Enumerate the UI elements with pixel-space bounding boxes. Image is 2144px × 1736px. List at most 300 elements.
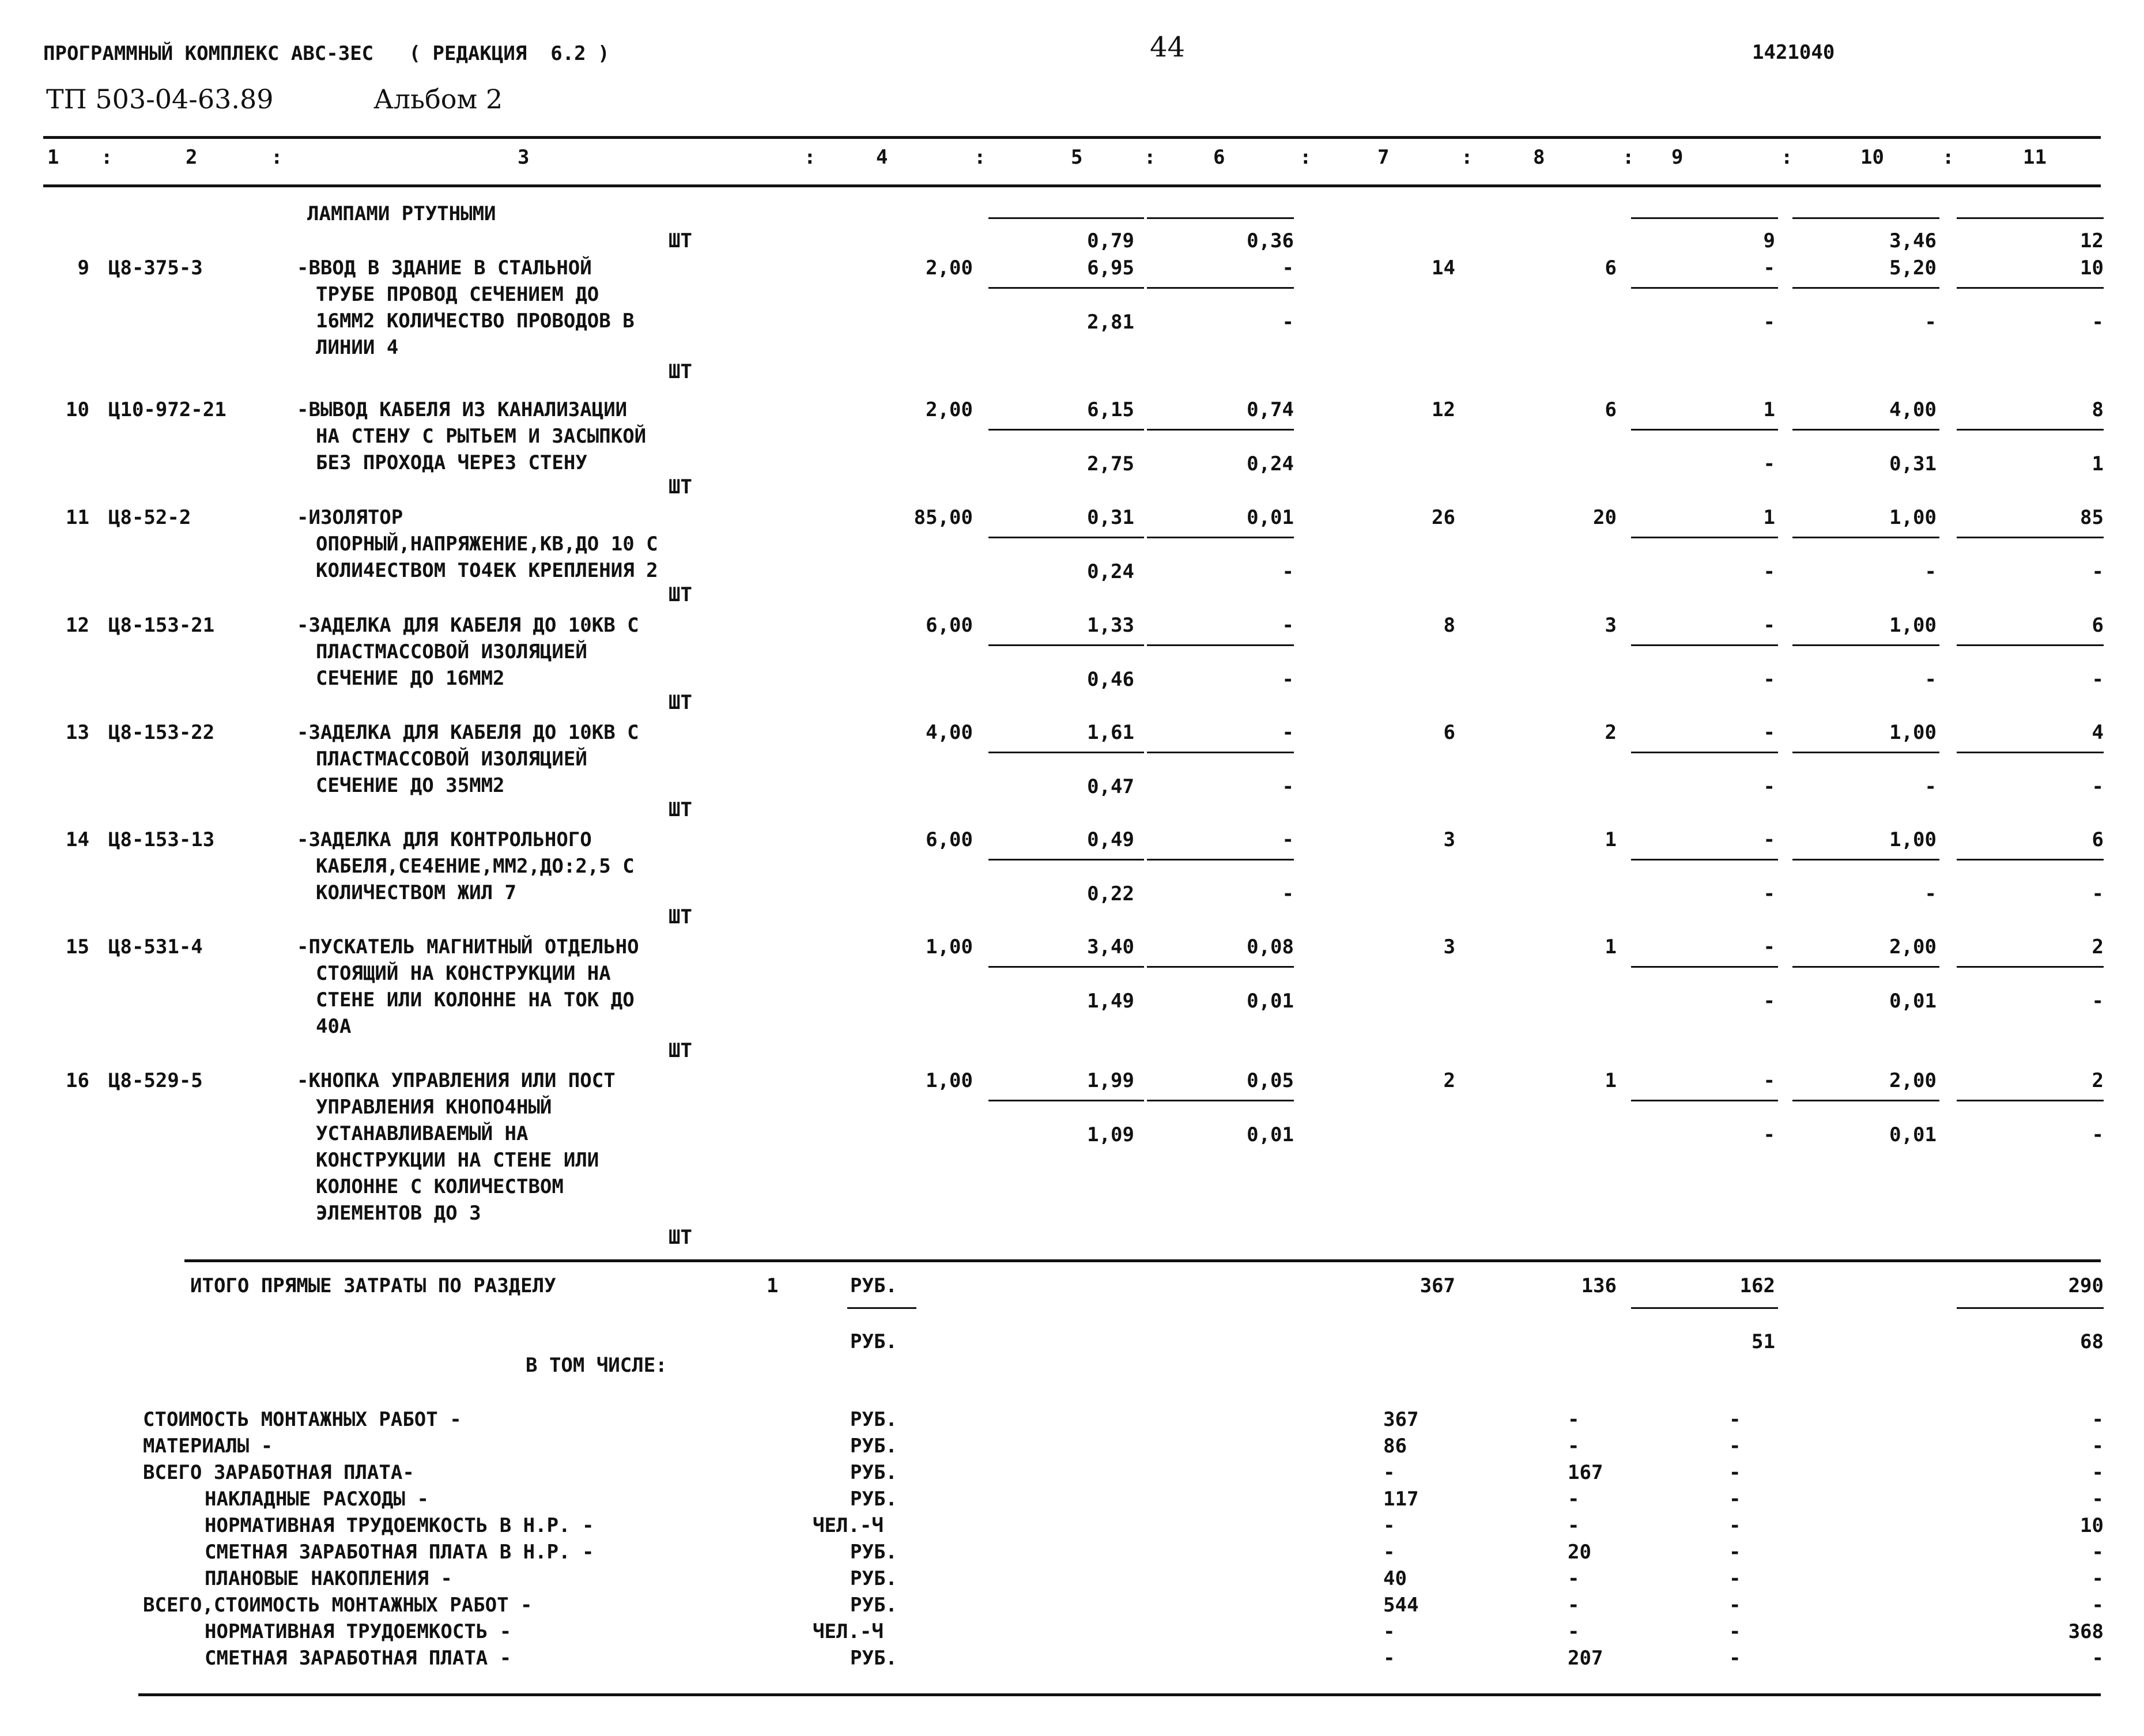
col11-value: - xyxy=(2092,560,2104,583)
summary-col11: - xyxy=(2092,1647,2104,1670)
summary-unit: РУБ. xyxy=(850,1408,897,1431)
col11-value: - xyxy=(2092,775,2104,798)
row-number: 14 xyxy=(66,828,89,851)
column-header-11: 11 xyxy=(2023,146,2047,169)
col6-value: - xyxy=(1282,775,1294,798)
item-name-line: ЛАМПАМИ РТУТНЫМИ xyxy=(307,202,496,225)
row-number: 13 xyxy=(66,721,89,744)
column-header-9: 9 xyxy=(1671,146,1684,169)
unit-label: ШТ xyxy=(669,1039,692,1062)
col9-value: 9 xyxy=(1763,229,1775,252)
including-label: В ТОМ ЧИСЛЕ: xyxy=(526,1354,667,1377)
summary-unit: ЧЕЛ.-Ч xyxy=(813,1620,884,1643)
fraction-rule xyxy=(988,644,1144,646)
unit-label: ШТ xyxy=(669,229,692,252)
item-name-line: -ВЫВОД КАБЕЛЯ ИЗ КАНАЛИЗАЦИИ xyxy=(297,398,628,421)
col11-value: 4 xyxy=(2092,721,2104,744)
col9-value: - xyxy=(1763,775,1775,798)
col7-value: 6 xyxy=(1443,721,1455,744)
summary-label: НАКЛАДНЫЕ РАСХОДЫ - xyxy=(205,1488,429,1511)
col10-value: - xyxy=(1924,882,1937,905)
page-number: 44 xyxy=(1150,31,1186,63)
item-name-line: ЛИНИИ 4 xyxy=(316,336,399,359)
fraction-rule xyxy=(988,1100,1144,1101)
col8-value: 6 xyxy=(1605,398,1617,421)
column-separator: : xyxy=(1461,146,1473,169)
col5-value: 1,99 xyxy=(1087,1069,1134,1092)
summary-label: МАТЕРИАЛЫ - xyxy=(143,1435,273,1458)
table-top-rule xyxy=(43,136,2101,139)
rate-code: Ц8-153-13 xyxy=(108,828,215,851)
unit-label: ШТ xyxy=(669,360,692,383)
col10-value: - xyxy=(1924,560,1937,583)
col9-value: - xyxy=(1763,668,1775,691)
col6-value: 0,36 xyxy=(1247,229,1294,252)
fraction-rule xyxy=(1792,644,1939,646)
fraction-rule xyxy=(1147,1100,1294,1101)
col10-value: 4,00 xyxy=(1889,398,1937,421)
col9-value: - xyxy=(1763,882,1775,905)
item-name-line: ОПОРНЫЙ,НАПРЯЖЕНИЕ,КВ,ДО 10 С xyxy=(316,533,658,556)
col9-value: - xyxy=(1763,452,1775,475)
summary-col11: - xyxy=(2092,1594,2104,1617)
col9-value: - xyxy=(1763,560,1775,583)
summary-label: СМЕТНАЯ ЗАРАБОТНАЯ ПЛАТА В Н.Р. - xyxy=(205,1541,594,1564)
col5-value: 6,15 xyxy=(1087,398,1134,421)
col10-value: 1,00 xyxy=(1889,721,1937,744)
col11-value: - xyxy=(2092,668,2104,691)
summary-col9: - xyxy=(1729,1594,1741,1617)
fraction-rule xyxy=(1147,537,1294,538)
column-header-2: 2 xyxy=(186,146,198,169)
summary-col7: - xyxy=(1383,1620,1395,1643)
summary-col9: - xyxy=(1729,1567,1741,1590)
summary-col11: - xyxy=(2092,1567,2104,1590)
row-number: 12 xyxy=(66,614,89,637)
item-name-line: БЕЗ ПРОХОДА ЧЕРЕЗ СТЕНУ xyxy=(316,451,587,474)
summary-col7: - xyxy=(1383,1647,1395,1670)
col4-value: 1,00 xyxy=(926,935,973,958)
summary-col9: - xyxy=(1729,1541,1741,1564)
totals-unit: РУБ. xyxy=(850,1330,897,1353)
fraction-rule xyxy=(1147,287,1294,289)
item-name-line: ЭЛЕМЕНТОВ ДО 3 xyxy=(316,1202,481,1225)
summary-col11: 368 xyxy=(2068,1620,2104,1643)
summary-unit: РУБ. xyxy=(850,1435,897,1458)
col11-value: 6 xyxy=(2092,614,2104,637)
summary-label: ВСЕГО ЗАРАБОТНАЯ ПЛАТА- xyxy=(143,1461,414,1484)
col11-value: 6 xyxy=(2092,828,2104,851)
fraction-rule xyxy=(1957,1100,2104,1101)
col6-value: 0,01 xyxy=(1247,990,1294,1013)
col6-value: - xyxy=(1282,256,1294,280)
summary-col9: - xyxy=(1729,1488,1741,1511)
unit-label: ШТ xyxy=(669,475,692,499)
col7-value: 26 xyxy=(1432,506,1455,529)
col9-value: - xyxy=(1763,256,1775,280)
totals-label: ИТОГО ПРЯМЫЕ ЗАТРАТЫ ПО РАЗДЕЛУ xyxy=(190,1274,556,1297)
col6-value: 0,05 xyxy=(1247,1069,1294,1092)
col8-value: 1 xyxy=(1605,935,1617,958)
summary-unit: РУБ. xyxy=(850,1647,897,1670)
project-code: ТП 503-04-63.89 xyxy=(46,84,274,115)
col11-value: 2 xyxy=(2092,935,2104,958)
column-header-5: 5 xyxy=(1071,146,1083,169)
summary-col8: - xyxy=(1568,1514,1580,1537)
summary-unit: ЧЕЛ.-Ч xyxy=(813,1514,884,1537)
item-name-line: НА СТЕНУ С РЫТЬЕМ И ЗАСЫПКОЙ xyxy=(316,425,647,448)
col6-value: 0,01 xyxy=(1247,506,1294,529)
column-separator: : xyxy=(1622,146,1635,169)
col7-value: 3 xyxy=(1443,828,1455,851)
summary-unit: РУБ. xyxy=(850,1594,897,1617)
item-name-line: -ЗАДЕЛКА ДЛЯ КАБЕЛЯ ДО 10КВ С xyxy=(297,614,639,637)
col11-value: - xyxy=(2092,311,2104,334)
item-name-line: ПЛАСТМАССОВОЙ ИЗОЛЯЦИЕЙ xyxy=(316,640,587,663)
fraction-rule xyxy=(1957,429,2104,431)
col6-value: 0,24 xyxy=(1247,452,1294,475)
col11-value: 85 xyxy=(2080,506,2104,529)
fraction-rule xyxy=(1147,966,1294,968)
col11-value: - xyxy=(2092,1123,2104,1146)
col9-value: - xyxy=(1763,1069,1775,1092)
col6-value: - xyxy=(1282,560,1294,583)
item-name-line: СТЕНЕ ИЛИ КОЛОННЕ НА ТОК ДО xyxy=(316,988,635,1012)
col10-value: 5,20 xyxy=(1889,256,1937,280)
totals-col9: 162 xyxy=(1739,1274,1775,1297)
summary-col8: - xyxy=(1568,1488,1580,1511)
rate-code: Ц8-52-2 xyxy=(108,506,191,529)
fraction-rule xyxy=(1631,1100,1778,1101)
column-header-4: 4 xyxy=(876,146,888,169)
item-name-line: -ЗАДЕЛКА ДЛЯ КОНТРОЛЬНОГО xyxy=(297,828,592,851)
fraction-rule xyxy=(1957,752,2104,753)
fraction-rule xyxy=(1792,217,1939,219)
col5-value: 0,22 xyxy=(1087,882,1134,905)
summary-unit: РУБ. xyxy=(850,1461,897,1484)
summary-col8: - xyxy=(1568,1594,1580,1617)
item-name-line: КОЛИЧЕСТВОМ ЖИЛ 7 xyxy=(316,881,516,904)
summary-label: ПЛАНОВЫЕ НАКОПЛЕНИЯ - xyxy=(205,1567,452,1590)
item-name-line: -ЗАДЕЛКА ДЛЯ КАБЕЛЯ ДО 10КВ С xyxy=(297,721,639,744)
summary-col7: 86 xyxy=(1383,1435,1407,1458)
col5-value: 0,46 xyxy=(1087,668,1134,691)
summary-col8: 167 xyxy=(1568,1461,1603,1484)
column-header-1: 1 xyxy=(47,146,59,169)
summary-col11: 10 xyxy=(2080,1514,2104,1537)
fraction-rule xyxy=(988,752,1144,753)
fraction-rule xyxy=(1147,217,1294,219)
col4-value: 6,00 xyxy=(926,614,973,637)
col11-value: - xyxy=(2092,990,2104,1013)
col7-value: 3 xyxy=(1443,935,1455,958)
summary-col9: - xyxy=(1729,1435,1741,1458)
totals-col11: 68 xyxy=(2080,1330,2104,1353)
fraction-rule xyxy=(1631,217,1778,219)
col11-value: 1 xyxy=(2092,452,2104,475)
col11-value: - xyxy=(2092,882,2104,905)
column-separator: : xyxy=(1781,146,1793,169)
totals-col11: 290 xyxy=(2068,1274,2104,1297)
summary-label: НОРМАТИВНАЯ ТРУДОЕМКОСТЬ - xyxy=(205,1620,512,1643)
summary-col11: - xyxy=(2092,1488,2104,1511)
col8-value: 6 xyxy=(1605,256,1617,280)
col9-value: - xyxy=(1763,935,1775,958)
col4-value: 2,00 xyxy=(926,256,973,280)
fraction-rule xyxy=(1631,537,1778,538)
fraction-rule xyxy=(1147,429,1294,431)
column-separator: : xyxy=(974,146,986,169)
rate-code: Ц8-531-4 xyxy=(108,935,203,958)
col5-value: 3,40 xyxy=(1087,935,1134,958)
row-number: 9 xyxy=(77,256,89,280)
col5-value: 2,75 xyxy=(1087,452,1134,475)
summary-col8: - xyxy=(1568,1435,1580,1458)
col10-value: 0,31 xyxy=(1889,452,1937,475)
fraction-rule xyxy=(1957,287,2104,289)
col8-value: 1 xyxy=(1605,1069,1617,1092)
fraction-rule xyxy=(1631,966,1778,968)
col7-value: 14 xyxy=(1432,256,1455,280)
item-name-line: КОНСТРУКЦИИ НА СТЕНЕ ИЛИ xyxy=(316,1149,599,1172)
summary-unit: РУБ. xyxy=(850,1567,897,1590)
fraction-rule xyxy=(1631,859,1778,861)
col6-value: 0,08 xyxy=(1247,935,1294,958)
col6-value: - xyxy=(1282,614,1294,637)
fraction-rule xyxy=(1957,537,2104,538)
fraction-rule xyxy=(1631,429,1778,431)
col9-value: 1 xyxy=(1763,398,1775,421)
unit-label: ШТ xyxy=(669,691,692,714)
col9-value: - xyxy=(1763,311,1775,334)
column-separator: : xyxy=(1300,146,1312,169)
col10-value: 3,46 xyxy=(1889,229,1937,252)
summary-col8: - xyxy=(1568,1408,1580,1431)
summary-col8: 207 xyxy=(1568,1647,1603,1670)
col6-value: 0,74 xyxy=(1247,398,1294,421)
col9-value: - xyxy=(1763,1123,1775,1146)
col11-value: 10 xyxy=(2080,256,2104,280)
summary-col11: - xyxy=(2092,1461,2104,1484)
fraction-rule xyxy=(1792,859,1939,861)
col4-value: 4,00 xyxy=(926,721,973,744)
fraction-rule xyxy=(1147,644,1294,646)
table-header-rule xyxy=(43,184,2101,187)
rate-code: Ц8-153-21 xyxy=(108,614,215,637)
col5-value: 0,79 xyxy=(1087,229,1134,252)
row-number: 15 xyxy=(66,935,89,958)
item-name-line: КОЛИ4ЕСТВОМ ТО4ЕК КРЕПЛЕНИЯ 2 xyxy=(316,559,658,582)
col9-value: 1 xyxy=(1763,506,1775,529)
column-header-6: 6 xyxy=(1213,146,1225,169)
item-name-line: 40А xyxy=(316,1015,352,1038)
bottom-rule xyxy=(138,1693,2101,1696)
col7-value: 12 xyxy=(1432,398,1455,421)
fraction-rule xyxy=(1631,752,1778,753)
col6-value: - xyxy=(1282,721,1294,744)
col9-value: - xyxy=(1763,614,1775,637)
summary-col7: 367 xyxy=(1383,1408,1419,1431)
col7-value: 2 xyxy=(1443,1069,1455,1092)
summary-col8: - xyxy=(1568,1620,1580,1643)
fraction-rule xyxy=(988,537,1144,538)
item-name-line: КОЛОННЕ С КОЛИЧЕСТВОМ xyxy=(316,1175,564,1198)
item-name-line: СЕЧЕНИЕ ДО 16ММ2 xyxy=(316,667,505,690)
fraction-rule xyxy=(1631,644,1778,646)
col10-value: - xyxy=(1924,775,1937,798)
col5-value: 1,49 xyxy=(1087,990,1134,1013)
fraction-rule xyxy=(1957,966,2104,968)
col5-value: 2,81 xyxy=(1087,311,1134,334)
summary-unit: РУБ. xyxy=(850,1541,897,1564)
totals-section: 1 xyxy=(767,1274,779,1297)
col5-value: 0,31 xyxy=(1087,506,1134,529)
item-name-line: СТОЯЩИЙ НА КОНСТРУКЦИИ НА xyxy=(316,962,611,985)
column-separator: : xyxy=(804,146,816,169)
col10-value: 1,00 xyxy=(1889,506,1937,529)
column-separator: : xyxy=(101,146,113,169)
col4-value: 85,00 xyxy=(914,506,973,529)
col5-value: 0,49 xyxy=(1087,828,1134,851)
summary-col11: - xyxy=(2092,1435,2104,1458)
fraction-rule xyxy=(1631,1307,1778,1309)
fraction-rule xyxy=(1147,752,1294,753)
item-name-line: -ВВОД В ЗДАНИЕ В СТАЛЬНОЙ xyxy=(297,256,592,280)
totals-col8: 136 xyxy=(1581,1274,1617,1297)
program-title: ПРОГРАММНЫЙ КОМПЛЕКС АВС-3ЕС ( РЕДАКЦИЯ 6.2 ) xyxy=(43,42,610,65)
col7-value: 8 xyxy=(1443,614,1455,637)
col10-value: 0,01 xyxy=(1889,990,1937,1013)
summary-col9: - xyxy=(1729,1647,1741,1670)
item-name-line: 16ММ2 КОЛИЧЕСТВО ПРОВОДОВ В xyxy=(316,310,635,333)
fraction-rule xyxy=(1792,1100,1939,1101)
fraction-rule xyxy=(988,859,1144,861)
totals-col7: 367 xyxy=(1420,1274,1455,1297)
fraction-rule xyxy=(988,287,1144,289)
item-name-line: КАБЕЛЯ,СЕ4ЕНИЕ,ММ2,ДО:2,5 С xyxy=(316,855,635,878)
unit-label: ШТ xyxy=(669,905,692,929)
album-label: Альбом 2 xyxy=(373,84,503,115)
col10-value: - xyxy=(1924,668,1937,691)
summary-col9: - xyxy=(1729,1620,1741,1643)
col9-value: - xyxy=(1763,721,1775,744)
col8-value: 1 xyxy=(1605,828,1617,851)
fraction-rule xyxy=(1792,287,1939,289)
column-header-10: 10 xyxy=(1860,146,1884,169)
col6-value: - xyxy=(1282,311,1294,334)
item-name-line: ТРУБЕ ПРОВОД СЕЧЕНИЕМ ДО xyxy=(316,283,599,306)
column-header-8: 8 xyxy=(1533,146,1545,169)
totals-col9: 51 xyxy=(1752,1330,1775,1353)
fraction-rule xyxy=(1957,1307,2104,1309)
summary-label: ВСЕГО,СТОИМОСТЬ МОНТАЖНЫХ РАБОТ - xyxy=(143,1594,533,1617)
rate-code: Ц8-375-3 xyxy=(108,256,203,280)
summary-col7: 544 xyxy=(1383,1594,1419,1617)
fraction-rule xyxy=(988,217,1144,219)
summary-col8: 20 xyxy=(1568,1541,1591,1564)
item-name-line: ПЛАСТМАССОВОЙ ИЗОЛЯЦИЕЙ xyxy=(316,748,587,771)
summary-label: НОРМАТИВНАЯ ТРУДОЕМКОСТЬ В Н.Р. - xyxy=(205,1514,594,1537)
col6-value: - xyxy=(1282,882,1294,905)
fraction-rule xyxy=(988,966,1144,968)
item-name-line: -ПУСКАТЕЛЬ МАГНИТНЫЙ ОТДЕЛЬНО xyxy=(297,935,639,958)
summary-col7: - xyxy=(1383,1461,1395,1484)
item-name-line: УСТАНАВЛИВАЕМЫЙ НА xyxy=(316,1122,529,1145)
summary-col7: 117 xyxy=(1383,1488,1419,1511)
unit-label: ШТ xyxy=(669,583,692,606)
fraction-rule xyxy=(1957,859,2104,861)
row-number: 11 xyxy=(66,506,89,529)
fraction-rule xyxy=(1147,859,1294,861)
col11-value: 12 xyxy=(2080,229,2104,252)
summary-col9: - xyxy=(1729,1514,1741,1537)
fraction-rule xyxy=(1792,429,1939,431)
fraction-rule xyxy=(1792,537,1939,538)
col5-value: 1,61 xyxy=(1087,721,1134,744)
unit-label: ШТ xyxy=(669,798,692,821)
col10-value: 0,01 xyxy=(1889,1123,1937,1146)
fraction-rule xyxy=(1957,217,2104,219)
column-header-7: 7 xyxy=(1377,146,1390,169)
col8-value: 2 xyxy=(1605,721,1617,744)
col10-value: 1,00 xyxy=(1889,614,1937,637)
item-name-line: УПРАВЛЕНИЯ КНОПО4НЫЙ xyxy=(316,1096,552,1119)
col4-value: 1,00 xyxy=(926,1069,973,1092)
col5-value: 1,33 xyxy=(1087,614,1134,637)
col11-value: 8 xyxy=(2092,398,2104,421)
summary-col8: - xyxy=(1568,1567,1580,1590)
summary-label: СМЕТНАЯ ЗАРАБОТНАЯ ПЛАТА - xyxy=(205,1647,512,1670)
col10-value: 1,00 xyxy=(1889,828,1937,851)
col5-value: 6,95 xyxy=(1087,256,1134,280)
fraction-rule xyxy=(1792,966,1939,968)
column-separator: : xyxy=(1144,146,1156,169)
column-header-3: 3 xyxy=(518,146,530,169)
totals-top-rule xyxy=(184,1259,2101,1262)
fraction-rule xyxy=(1792,752,1939,753)
col9-value: - xyxy=(1763,990,1775,1013)
column-separator: : xyxy=(1942,146,1954,169)
col5-value: 0,24 xyxy=(1087,560,1134,583)
row-number: 16 xyxy=(66,1069,89,1092)
summary-col7: - xyxy=(1383,1514,1395,1537)
col10-value: 2,00 xyxy=(1889,1069,1937,1092)
col6-value: 0,01 xyxy=(1247,1123,1294,1146)
item-name-line: СЕЧЕНИЕ ДО 35ММ2 xyxy=(316,774,505,797)
summary-col9: - xyxy=(1729,1461,1741,1484)
item-name-line: -КНОПКА УПРАВЛЕНИЯ ИЛИ ПОСТ xyxy=(297,1069,616,1092)
col11-value: 2 xyxy=(2092,1069,2104,1092)
row-number: 10 xyxy=(66,398,89,421)
col8-value: 3 xyxy=(1605,614,1617,637)
col4-value: 6,00 xyxy=(926,828,973,851)
fraction-rule xyxy=(1957,644,2104,646)
col9-value: - xyxy=(1763,828,1775,851)
col10-value: 2,00 xyxy=(1889,935,1937,958)
summary-col7: 40 xyxy=(1383,1567,1407,1590)
summary-col11: - xyxy=(2092,1408,2104,1431)
item-name-line: -ИЗОЛЯТОР xyxy=(297,506,403,529)
totals-unit: РУБ. xyxy=(850,1274,897,1297)
summary-col7: - xyxy=(1383,1541,1395,1564)
col6-value: - xyxy=(1282,668,1294,691)
col8-value: 20 xyxy=(1593,506,1617,529)
fraction-rule xyxy=(1631,287,1778,289)
fraction-rule xyxy=(847,1307,916,1309)
summary-col9: - xyxy=(1729,1408,1741,1431)
column-separator: : xyxy=(271,146,283,169)
col5-value: 0,47 xyxy=(1087,775,1134,798)
